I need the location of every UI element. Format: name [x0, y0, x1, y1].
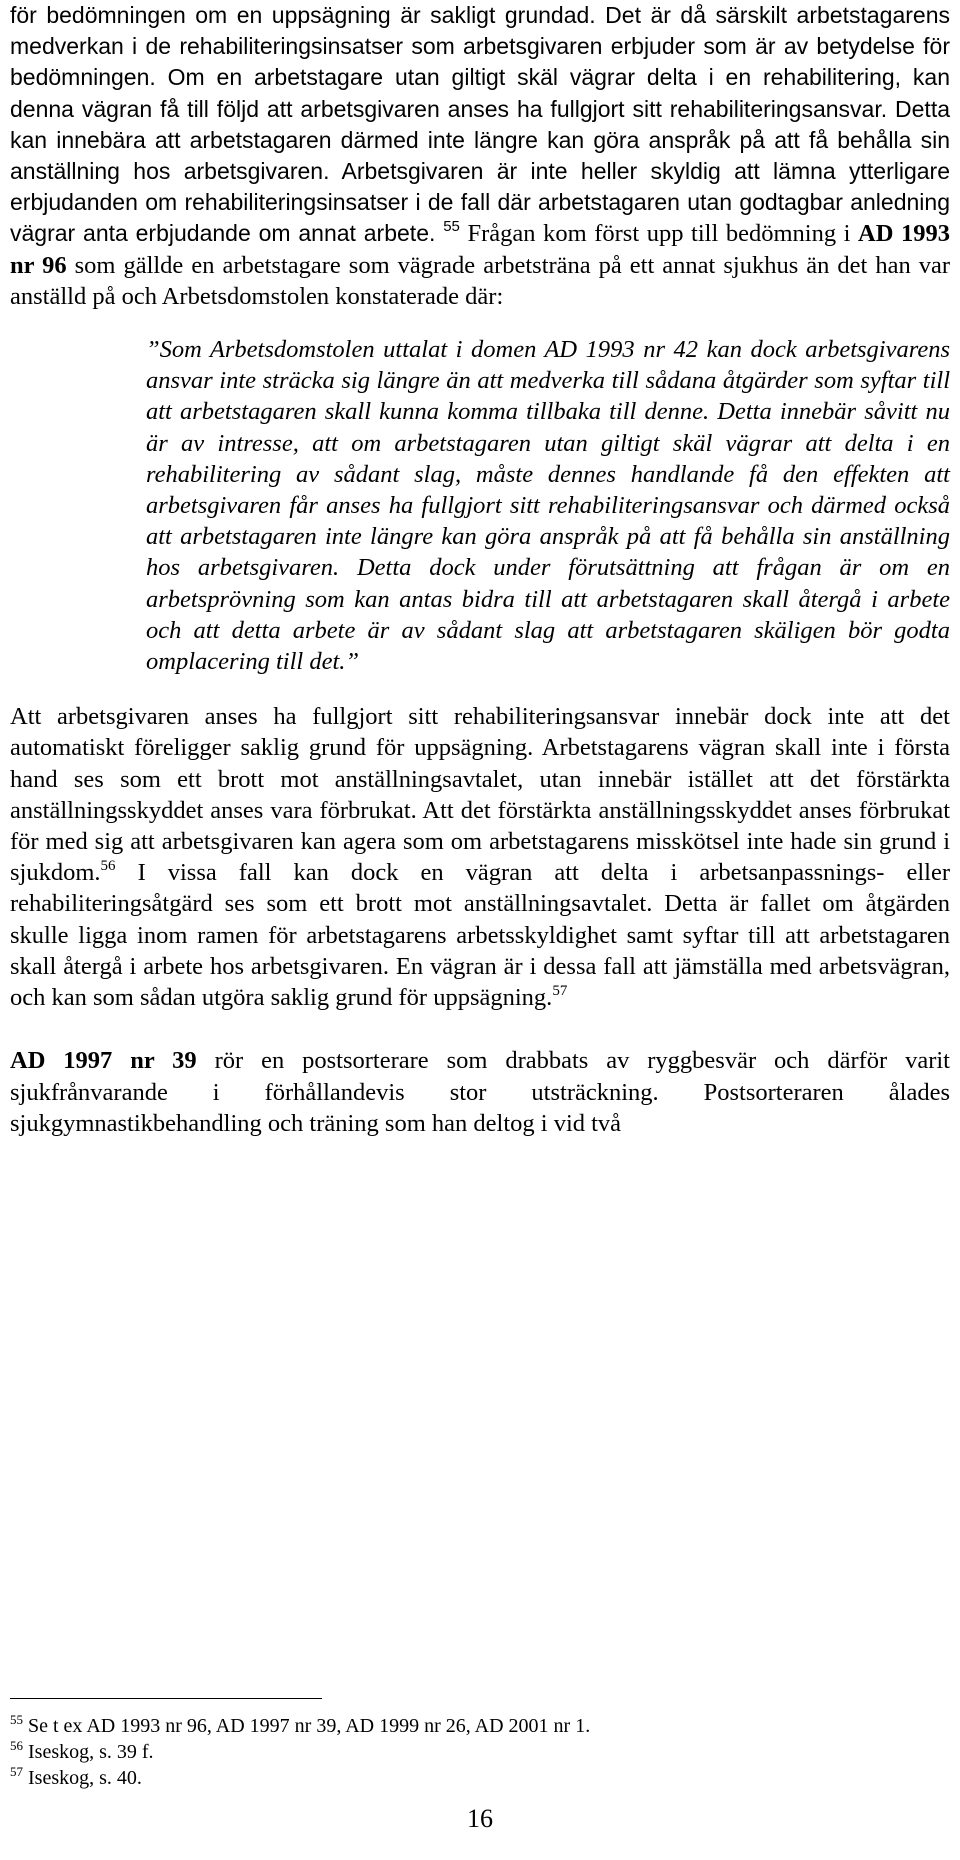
paragraph-text: Att arbetsgivaren anses ha fullgjort sitt rehabiliteringsansvar innebär dock inte att det automatiskt föreligger saklig grund för uppsägning. Arbetstagarens vägran skall inte i första hand ses som ett brott mot anställningsavtalet, utan innebär istället att det förstärkta anställningsskyddet anses vara förbrukat. Att det förstärkta anställningsskyddet anses förbrukat för med sig att arbetsgivaren kan agera som om arbetstagarens misskötsel inte hade sin grund i sjukdom.: [10, 703, 950, 887]
footnote-text: Se t ex AD 1993 nr 96, AD 1997 nr 39, AD 1999 nr 26, AD 2001 nr 1.: [28, 1715, 591, 1737]
footnote-item: [10, 1765, 910, 1791]
footnote-ref-56: 56: [100, 858, 116, 875]
footnote-item: [10, 1739, 910, 1765]
block-quote: ”Som Arbetsdomstolen uttalat i domen AD 1993 nr 42 kan dock arbetsgivarens ansvar inte sträcka sig längre än att medverka till sådana åtgärder som syftar till att arbetstagaren skall kunna komma tillbaka till denne. Detta innebär såvitt nu är av intresse, att om arbetstagaren utan giltigt skäl vägrar att delta i en rehabilitering av sådant slag, måste dennes handlande få den effekten att arbetsgivaren får anses ha fullgjort sitt rehabiliteringsansvar och därmed också att arbetstagaren inte längre kan göra anspråk på att få behålla sin anställning hos arbetsgivaren. Detta dock under förutsättning att frågan är om en arbetsprövning som kan antas bidra till att arbetstagaren skall återgå i arbete och att detta arbete är av sådant slag att arbetstagaren skäligen bör godta omplacering till det.”: [146, 336, 950, 676]
paragraph-fulfilled-duty: [10, 701, 950, 1013]
footnote-text: Iseskog, s. 40.: [28, 1767, 142, 1789]
footnote-item: [10, 1713, 910, 1739]
footnote-ref-57: 57: [552, 983, 568, 1000]
footnote-ref-55: 55: [443, 218, 460, 236]
footnotes: [10, 1713, 910, 1791]
paragraph-text: rör en postsorterare som drabbats av ryggbesvär och därför varit sjukfrånvarande i förhållandevis stor utsträckning. Postsorteraren ålades sjukgymnastikbehandling och träning som han deltog i vid två: [10, 1047, 950, 1137]
paragraph-text: som gällde en arbetstagare som vägrade arbetsträna på ett annat sjukhus än det han var anställd på och Arbetsdomstolen konstaterade där:: [10, 251, 950, 310]
document-page: [10, 0, 950, 1139]
paragraph-case-1997: [10, 1045, 950, 1139]
footnote-number: 57: [10, 1764, 23, 1779]
paragraph-text: I vissa fall kan dock en vägran att delta i arbetsanpassnings- eller rehabiliteringsåtgärd ses som ett brott mot anställningsavtalet. Detta är fallet om åtgärden skulle ligga inom ramen för arbetstagarens arbetsskyldighet samt syftar till att arbetstagaren skall återgå i arbete hos arbetsgivaren. En vägran är i dessa fall att jämställa med arbetsvägran, och kan som sådan utgöra saklig grund för uppsägning.: [10, 859, 950, 1012]
case-reference: AD 1997 nr 39: [10, 1047, 197, 1075]
page-number: 16: [467, 1804, 493, 1833]
footnote-text: Iseskog, s. 39 f.: [28, 1741, 154, 1763]
paragraph-text: för bedömningen om en uppsägning är sakligt grundad. Det är då särskilt arbetstagarens medverkan i de rehabiliteringsinsatser som arbetsgivaren erbjuder som är av betydelse för bedömningen. Om en arbetstagare utan giltigt skäl vägrar delta i en rehabilitering, kan denna vägran få till följd att arbetsgivaren anses ha fullgjort sitt rehabiliteringsansvar. Detta kan innebära att arbetstagaren därmed inte längre kan göra anspråk på att få behålla sin anställning hos arbetsgivaren. Arbetsgivaren är inte heller skyldig att lämna ytterligare erbjudanden om rehabiliteringsinsatser i de fall där arbetstagaren utan godtagbar anledning vägrar anta erbjudande om annat arbete.: [10, 2, 950, 247]
paragraph-text: Frågan kom först upp till bedömning i: [459, 220, 859, 248]
case-reference: AD 1993 nr 96: [10, 220, 950, 279]
paragraph-rehabilitation-duty: [10, 0, 950, 312]
footnote-number: 56: [10, 1738, 23, 1753]
footnote-number: 55: [10, 1712, 23, 1727]
footnote-separator: [10, 1698, 322, 1699]
